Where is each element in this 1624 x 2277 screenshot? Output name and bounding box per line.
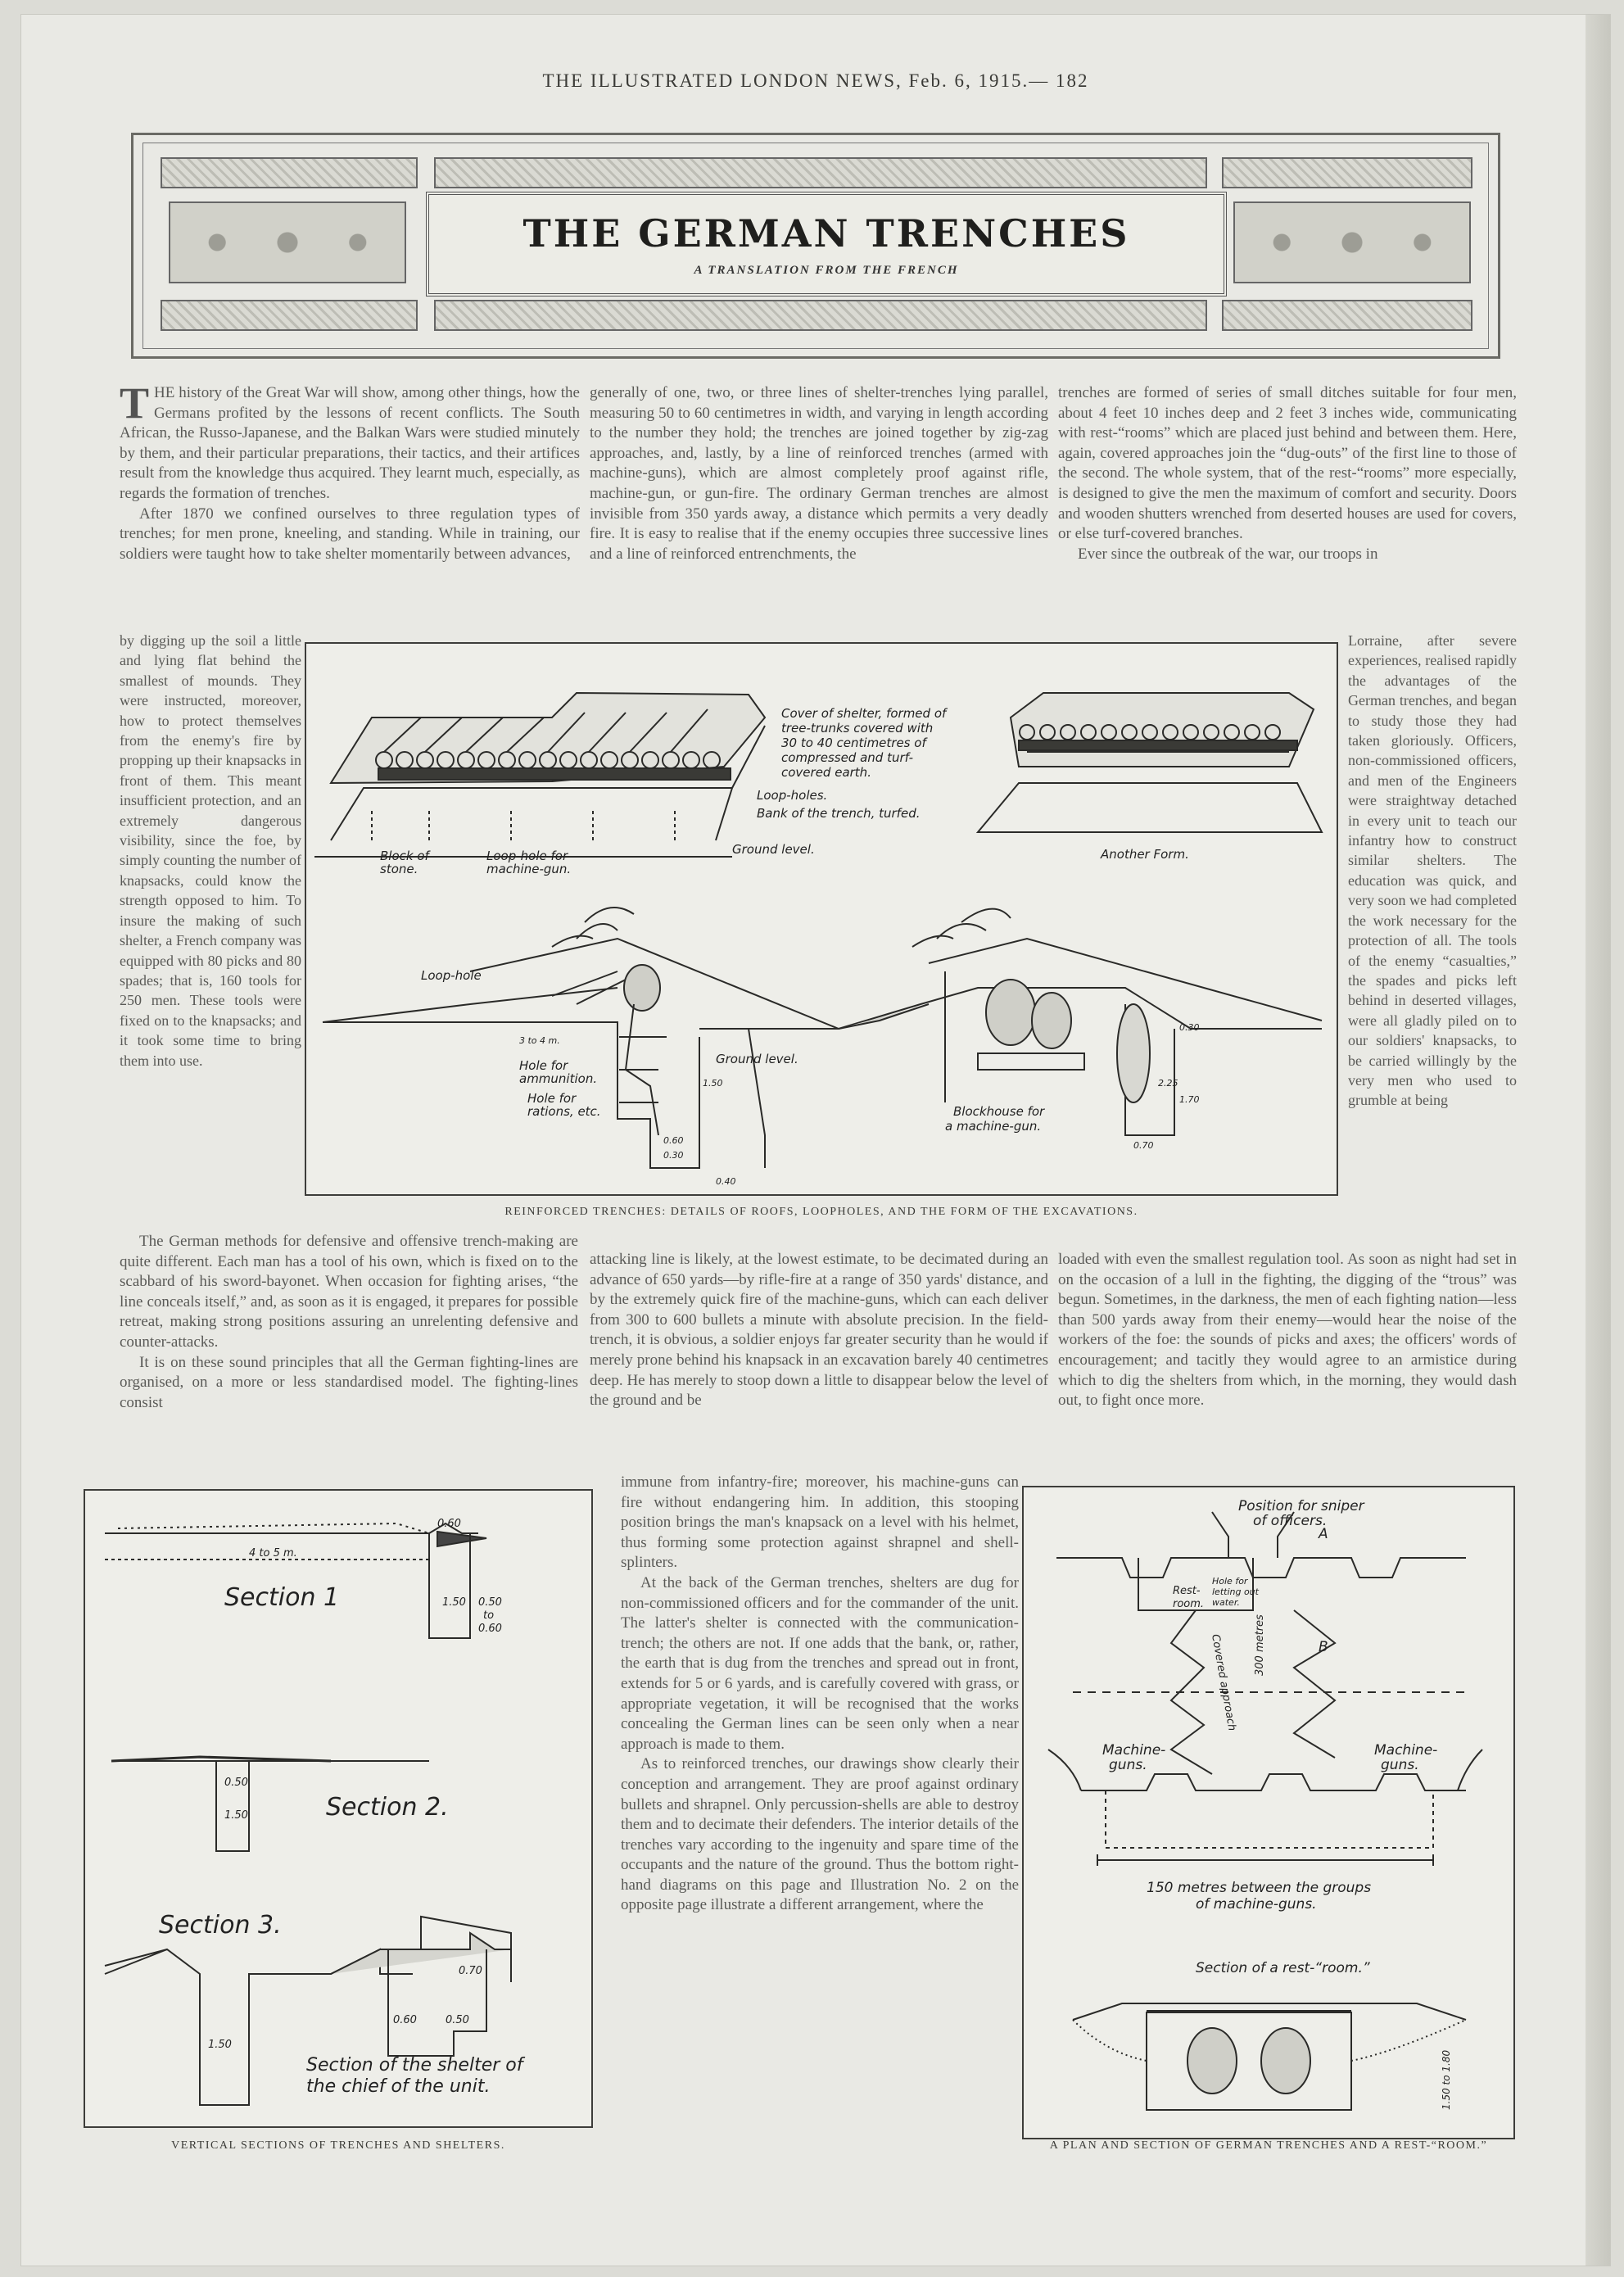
label-dim: 0.40 [716,1176,736,1187]
figure-caption-left: VERTICAL SECTIONS OF TRENCHES AND SHELTERS. [171,2139,505,2152]
label-rest-room: Rest- [1173,1585,1201,1597]
ornament-band [1222,300,1472,331]
label-ground-level: Ground level. [732,842,815,857]
ornament-band [161,157,418,188]
section-2-label: Section 2. [326,1793,449,1822]
dim-label: 0.60 [437,1518,461,1530]
label-bank: Bank of the trench, turfed. [757,806,921,821]
shelter-label: the chief of the unit. [306,2076,491,2097]
figure-caption-right: A PLAN AND SECTION OF GERMAN TRENCHES AND A REST-“ROOM.” [1049,2139,1488,2152]
reinforced-trenches-drawing [306,644,1337,1194]
paragraph: As to reinforced trenches, our drawings show clearly their conception and arrangement. They are proof against ordinary bullets and shrapnel. Only percussion-shells are able to destroy them and to decimate their defenders. The interior details of the trenches vary according to the ingenuity and spare time of the occupants and the nature of the ground. Thus the bottom right-hand diagrams on this page and Illustration No. 2 on the opposite page illustrate a different arrangement, where the [621,1755,1019,1914]
newspaper-page [21,15,1610,2266]
label-cover-line: 30 to 40 centimetres of [781,736,926,750]
running-head: THE ILLUSTRATED LONDON NEWS, Feb. 6, 1915.— 182 [542,70,1089,91]
dim-label: 1.50 [208,2039,232,2051]
label-dim: 3 to 4 m. [519,1035,560,1046]
shelter-label: Section of the shelter of [306,2055,523,2076]
label-hole-water: water. [1212,1597,1240,1608]
label-dim: 0.70 [1133,1140,1154,1151]
dim-label: 0.60 [478,1623,502,1635]
paragraph: Ever since the outbreak of the war, our troops in [1078,545,1378,563]
column-1-bottom [120,1232,578,1458]
label-loop-hole: Loop-hole [421,968,482,983]
label-dim: 2.25 [1158,1078,1178,1089]
label-hole-water: letting out [1212,1587,1259,1597]
label-spacing: of machine-guns. [1196,1896,1317,1913]
label-blockhouse: a machine-gun. [945,1119,1042,1134]
paragraph: loaded with even the smallest regulation tool. As soon as night had set in on the occasion of a lull in the fighting, the digging of the “trous” was begun. Sometimes, in the darkness, the men of each fighting nation—less than 500 yards away from their enemy—would hear the noise of the workers of the foe: the sounds of picks and axes; the officers' words of encouragement; and tacitly they would agree to an armistice during which to dig the shelters from which, in the morning, they would dash out, to fight once more. [1058,1251,1517,1410]
section-3-label: Section 3. [159,1911,282,1940]
paragraph: Lorraine, after severe experiences, realised rapidly the advantages of the German trenches, and began to study those they had taken gloriously. Officers, non-commissioned officers, and men of the Engineers were straightway detached in every unit to teach our infantry how to construct similar shelters. The education was quick, and very soon we had completed the work necessary for the protection of all. The tools of the enemy “casualties,” the spades and picks left behind in deserted villages, were all gladly piled on to our soldiers' knapsacks, to be carried willingly by the very men who used to grumble at being [1348,632,1517,1109]
paragraph: immune from infantry-fire; moreover, his machine-guns can fire without endangering him. In addition, this stooping position brings the man's knapsack on a level with his helmet, thus forming some protection against shrapnel and shell-splinters. [621,1473,1019,1572]
section-1-label: Section 1 [224,1583,340,1612]
label-dim: 1.70 [1179,1094,1200,1105]
label-cover-line: compressed and turf- [781,750,914,765]
label-cover-line: covered earth. [781,765,871,780]
column-1-top [120,378,580,629]
paragraph: At the back of the German trenches, shelters are dug for non-commissioned officers and for the commander of the unit. The latter's shelter is connected with the communication-trench; the others are not. If one adds that the bank, or, rather, the earth that is dug from the trenches and spread out in front, extends for 5 or 6 yards, and is carefully covered with grass, or appropriate vegetation, it will be recognised that the works concealing the German lines can be seen only when a near approach is made to them. [621,1573,1019,1753]
paragraph: trenches are formed of series of small ditches suitable for four men, about 4 feet 10 inches deep and 2 feet 3 inches wide, communicating with rest-“rooms” which are placed just behind and between them. Here, again, covered approaches join the “dug-outs” of the first line to those of the second. The whole system, that of the rest-“rooms” more especially, is designed to give the men the maximum of comfort and security. Doors and wooden shutters wrenched from deserted houses are used for covers, or else turf-covered branches. [1058,384,1517,543]
label-machine-guns-right: guns. [1381,1757,1419,1773]
dim-label: 0.50 [478,1596,502,1609]
label-loophole-mg: machine-gun. [486,862,572,876]
dim-label: to [483,1609,495,1622]
article-subtitle: A TRANSLATION FROM THE FRENCH [694,264,959,277]
ornament-band [434,300,1207,331]
label-hole-water: Hole for [1212,1576,1248,1587]
label-spacing: 150 metres between the groups [1147,1880,1372,1896]
paragraph: attacking line is likely, at the lowest estimate, to be decimated during an advance of 650 yards—by rifle-fire at a range of 350 yards' distance, and by the extremely quick fire of the machine-guns, which can each deliver from 300 to 600 bullets a minute with absolute precision. In the field-trench, it is obvious, a soldier enjoys far greater security than he would if merely prone behind his knapsack in an excavation barely 40 centimetres deep. He has merely to stoop down a little to disappear below the level of the ground and be [590,1251,1048,1410]
figure-caption-top: REINFORCED TRENCHES: DETAILS OF ROOFS, LOOPHOLES, AND THE FORM OF THE EXCAVATIONS. [504,1206,1138,1218]
vertical-sections-drawing [85,1491,591,2126]
dim-label: 4 to 5 m. [249,1547,297,1559]
label-cover-line: Cover of shelter, formed of [781,706,947,721]
dim-label: 0.50 [446,2014,469,2026]
figure-plan-and-rest-room [1022,1486,1515,2139]
label-b: B [1319,1639,1328,1655]
figure-reinforced-trenches [305,642,1338,1196]
label-dim: 1.50 [703,1078,723,1089]
ornament-band [1222,157,1472,188]
label-dim: 0.60 [663,1135,684,1146]
label-a: A [1319,1526,1328,1542]
label-machine-guns-right: Machine- [1374,1742,1438,1759]
label-machine-guns-left: guns. [1109,1757,1147,1773]
label-sniper: Position for sniper [1238,1498,1364,1514]
figure-vertical-sections [84,1489,593,2128]
label-distance: 300 metres [1254,1614,1266,1676]
paragraph: After 1870 we confined ourselves to three regulation types of trenches; for men prone, kneeling, and standing. While in training, our soldiers were taught how to take shelter momentarily between advances, [120,505,580,563]
label-hole-ammo: Hole for [519,1058,568,1073]
label-another-form: Another Form. [1101,847,1189,862]
dim-label: 0.60 [393,2014,417,2026]
plan-drawing [1024,1487,1513,2138]
column-1-narrow [120,631,301,1232]
paragraph: by digging up the soil a little and lying flat behind the smallest of mounds. They were instructed, moreover, how to protect themselves from the enemy's fire by propping up their knapsacks in front of them. This meant insufficient protection, and an extremely dangerous visibility, since the foe, by simply counting the number of knapsacks, could know the strength opposed to him. To insure the making of such shelter, a French company was equipped with 80 picks and 80 spades; that is, 160 tools for 250 men. These tools were fixed on to the knapsacks; and it took some time to bring them into use. [120,632,301,1069]
column-2-mid [590,1250,1048,1469]
ornament-band [434,157,1207,188]
label-hole-rations: rations, etc. [527,1104,601,1119]
label-hole-ammo: ammunition. [519,1071,598,1086]
label-hole-rations: Hole for [527,1091,577,1106]
paragraph: It is on these sound principles that all the German fighting-lines are organised, on a more or less standardised model. The fighting-lines consist [120,1353,578,1411]
rose-ornament-panel [1233,201,1471,283]
label-ground-level-2: Ground level. [716,1052,798,1066]
article-title: THE GERMAN TRENCHES [522,211,1130,256]
column-3-mid [1058,1250,1517,1469]
ornament-band [161,300,418,331]
paragraph: generally of one, two, or three lines of shelter-trenches lying parallel, measuring 50 to 60 centimetres in width, and varying in length according to the number they hold; the trenches are joined together by zig-zag approaches, and, lastly, by a line of reinforced trenches (armed with machine-guns), which are almost completely proof against rifle, machine-gun, or gun-fire. The ordinary German trenches are almost invisible from 350 yards away, a distance which permits a very deadly fire. It is easy to realise that if the enemy occupies three successive lines and a line of reinforced entrenchments, the [590,384,1048,563]
dim-label: 1.50 [224,1809,248,1822]
dim-label: 0.70 [459,1965,482,1977]
label-sniper: of officers. [1253,1513,1328,1529]
dim-label: 0.50 [224,1777,248,1789]
label-block: stone. [380,862,418,876]
label-block: Block of [380,849,429,863]
label-dim: 0.30 [1179,1022,1200,1033]
paragraph: HE history of the Great War will show, among other things, how the Germans profited by the lessons of recent conflicts. The South African, the Russo-Japanese, and the Balkan Wars were studied minutely by them, and their particular preparations, their tactics, and their artifices result from the knowledge thus acquired. They learnt much, especially, as regards the formation of trenches. [120,384,580,502]
rose-ornament-panel [169,201,406,283]
column-2-top [590,383,1048,629]
label-loophole-mg: Loop-hole for [486,849,568,863]
label-covered-approach: Covered approach [1209,1633,1238,1732]
label-machine-guns-left: Machine- [1102,1742,1166,1759]
label-depth: 1.50 to 1.80 [1441,2049,1452,2110]
label-rest-room: room. [1173,1598,1205,1610]
column-3-top [1058,383,1517,629]
dim-label: 1.50 [442,1596,466,1609]
page-binding-edge [1586,15,1610,2266]
label-blockhouse: Blockhouse for [953,1104,1045,1119]
label-dim: 0.30 [663,1150,684,1161]
column-3-narrow [1348,631,1517,1232]
label-loopholes: Loop-holes. [757,788,828,803]
drop-cap: T [120,378,150,428]
paragraph: The German methods for defensive and offensive trench-making are quite different. Each man has a tool of his own, which is fixed on to the scabbard of his sword-bayonet. When occasion for fighting arises, “the line conceals itself,” and, as soon as it is engaged, it prepares for possible retreat, making strong positions assuring an unrelenting defensive and counter-attacks. [120,1233,578,1351]
label-section-rest-room: Section of a rest-“room.” [1196,1960,1370,1976]
column-2-bottom [621,1473,1019,2193]
label-cover-line: tree-trunks covered with [781,721,934,736]
